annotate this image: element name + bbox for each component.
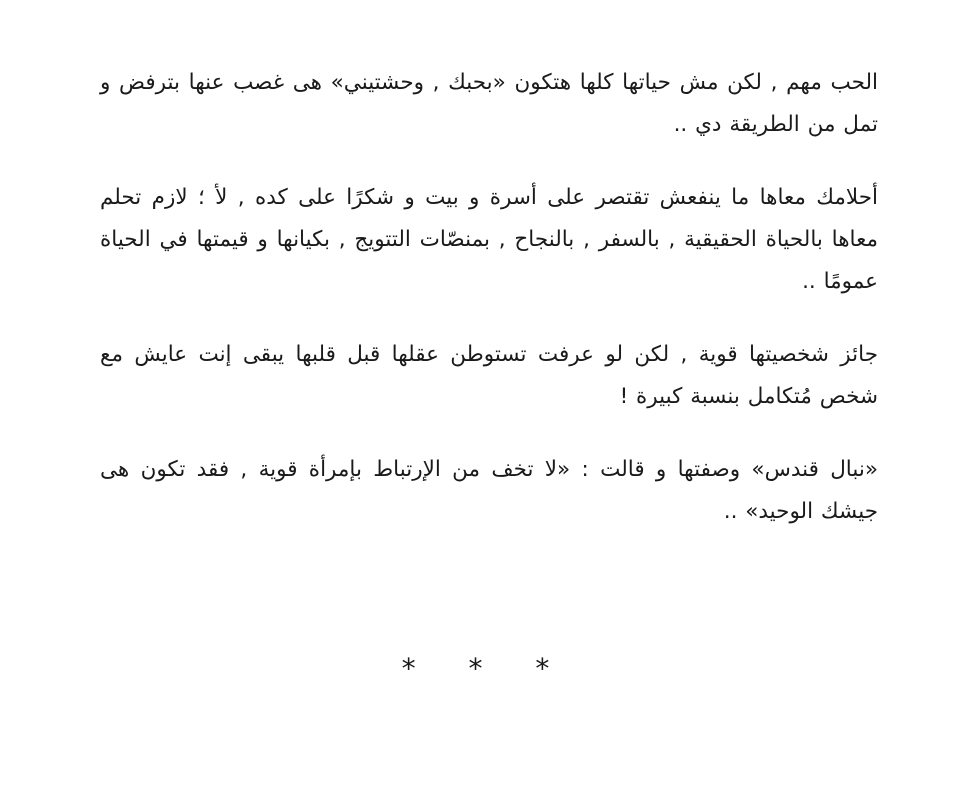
section-separator: * * * — [401, 652, 572, 685]
paragraph-1: الحب مهم , لكن مش حياتها كلها هتكون «بحبك , وحشتيني» هى غصب عنها بترفض و تمل من الطريقة دي .. — [100, 70, 878, 137]
paragraph-3: جائز شخصيتها قوية , لكن لو عرفت تستوطن عقلها قبل قلبها يبقى إنت عايش مع شخص مُتكامل بنسبة كبيرة ! — [100, 342, 878, 409]
paragraph-4: «نبال قندس» وصفتها و قالت : «لا تخف من الإرتباط بإمرأة قوية , فقد تكون هى جيشك الوحيد» .. — [100, 457, 878, 524]
text-body — [100, 62, 878, 564]
paragraph-2: أحلامك معاها ما ينفعش تقتصر على أسرة و بيت و شكرًا على كده , لأ ؛ لازم تحلم معاها بالحياة الحقيقية , بالسفر , بالنجاح , بمنصّات التتويج , بكيانها و قيمتها في الحياة عمومًا .. — [100, 185, 878, 294]
